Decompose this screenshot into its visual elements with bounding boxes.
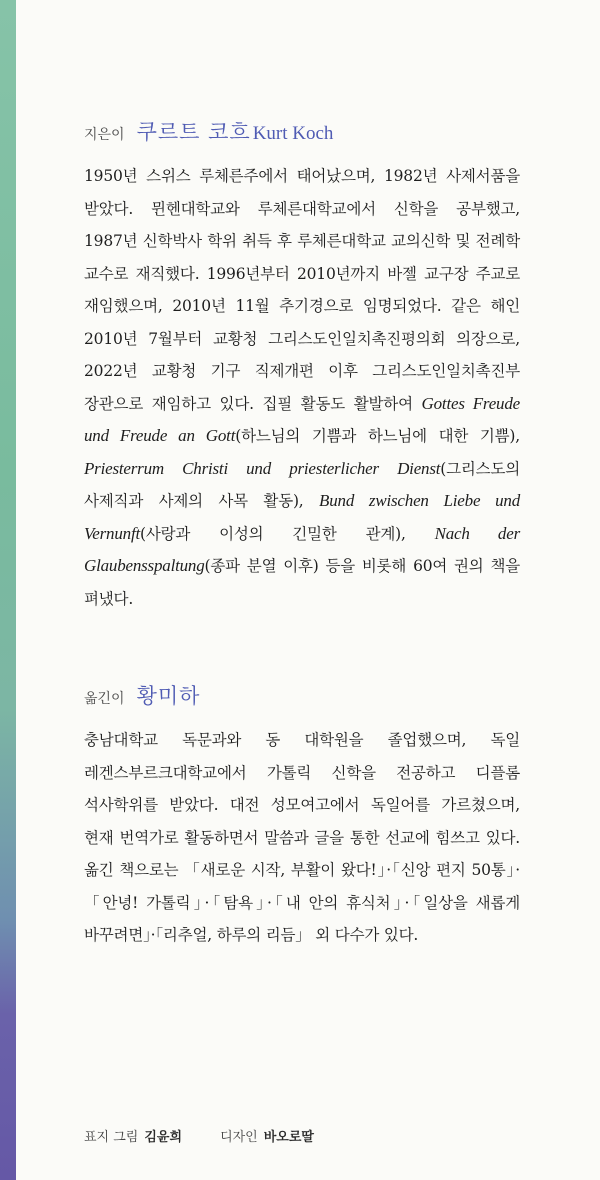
- cover-art-name: 김윤희: [144, 1130, 183, 1145]
- book-title-gottes-freude: Gottes Freude und Freude an Gott: [84, 393, 521, 445]
- translator-heading: [84, 680, 520, 710]
- author-role-label: 지은이: [84, 127, 125, 143]
- cover-spine-strip: [0, 0, 16, 1180]
- author-bio-text: (사랑과 이성의 긴밀한 관계),: [140, 524, 435, 543]
- translator-section: [84, 680, 520, 967]
- book-title-glaubensspaltung: Nach der Glaubensspaltung: [84, 523, 520, 575]
- credits-line: [84, 1126, 314, 1145]
- author-bio-text: 1950년 스위스 루체른주에서 태어났으며, 1982년 사제서품을 받았다. 뮌헨대학교와 루체른대학교에서 신학을 공부했고, 1987년 신학박사 학위 취득 후 루체른대학교 교의신학 및 전례학 교수로 재직했다. 1996년부터 2010년까지 바젤 교구장 주교로 재임했으며, 2010년 11월 추기경으로 임명되었다. 같은 해인 2010년 7월부터 교황청 그리스도인일치촉진평의회 의장으로, 2022년 교황청 기구 직제개편 이후 그리스도인일치촉진부 장관으로 재임하고 있다. 집필 활동도 활발하여: [84, 167, 520, 413]
- design-label: 디자인: [220, 1130, 258, 1145]
- translator-bio-text: 충남대학교 독문과와 동 대학원을 졸업했으며, 독일 레겐스부르크대학교에서 가톨릭 신학을 전공하고 디플롬 석사학위를 받았다. 대전 성모여고에서 독일어를 가르쳤으며, 현재 번역가로 활동하면서 말씀과 글을 통한 선교에 힘쓰고 있다. 옮긴 책으로는 「새로운 시작, 부활이 왔다!」·「신앙 편지 50통」·「안녕! 가톨릭」·「탐욕」·「내 안의 휴식처」·「일상을 새롭게 바꾸려면」·「리추얼, 하루의 리듬」 외 다수가 있다.: [84, 731, 520, 944]
- design-name: 바오로딸: [263, 1130, 314, 1145]
- author-bio-text: (그리스도의 사제직과 사제의 사목 활동),: [84, 459, 520, 510]
- translator-name-korean: 황미하: [136, 684, 201, 708]
- translator-bio: [84, 724, 520, 952]
- book-title-bund: Bund zwischen Liebe und Vernunft: [84, 491, 520, 543]
- author-bio-text: (종파 분열 이후) 등을 비롯해 60여 권의 책을 펴냈다.: [84, 557, 520, 608]
- author-heading: [84, 116, 520, 146]
- author-bio-text: (하느님의 기쁨과 하느님에 대한 기쁨),: [235, 427, 520, 445]
- author-name-korean: 쿠르트 코흐: [136, 120, 251, 144]
- translator-role-label: 옮긴이: [84, 691, 125, 707]
- cover-art-label: 표지 그림: [84, 1130, 139, 1145]
- author-section: [84, 116, 520, 631]
- author-name-english: Kurt Koch: [252, 123, 334, 144]
- book-title-priesterrum: Priesterrum Christi und priesterlicher Dienst: [84, 458, 441, 478]
- author-bio: [84, 160, 520, 615]
